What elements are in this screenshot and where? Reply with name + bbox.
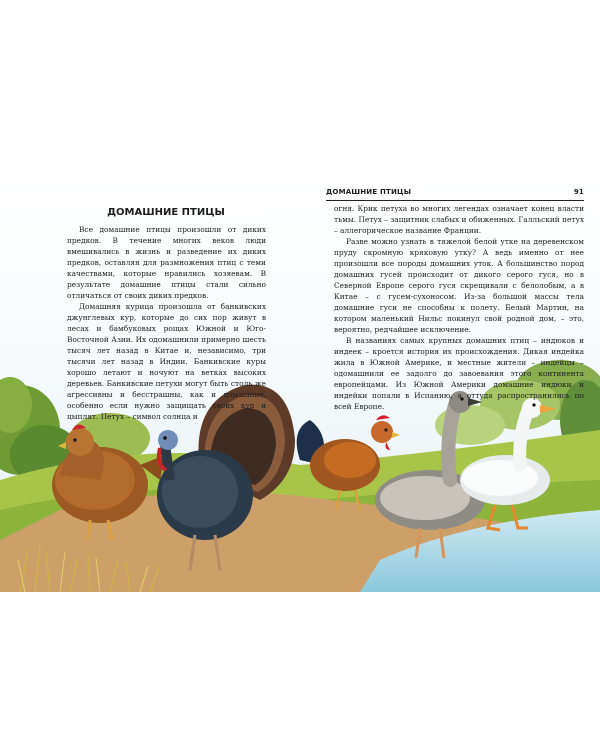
paragraph: Разве можно узнать в тяжелой белой утке на деревенском пруду скромную кряковую утку? А ведь именно от нее произошли все породы домашних уток. А большинство пород домашних гусей происходит от дикого серого гуся, но в Северной Европе серого гуся скрещивали с белолобым, а в Китае – с гусем-сухоносом. Из-за большой массы тела домашние гуси не способны к полету. Белый Мартин, на котором маленький Нильс покинул свой родной дом, – это, вероятно, редчайшее исключение. <box>334 237 584 334</box>
paragraph: В названиях самых крупных домашних птиц – индюков и индеек – кроется история их происхождения. Дикая индейка жила в Южной Америке, и местные жители – индейцы – одомашнили ее задолго до завоевания этого континента европейцами. Из Южной Америки домашние индюки и индейки попали в Испанию, а оттуда распространились по всей Европе. <box>334 336 584 411</box>
right-column <box>334 203 584 412</box>
section-heading: ДОМАШНИЕ ПТИЦЫ <box>107 207 225 218</box>
left-column <box>67 224 266 422</box>
book-spread <box>0 180 600 592</box>
page-number: 91 <box>573 188 584 196</box>
running-head-title: ДОМАШНИЕ ПТИЦЫ <box>326 188 412 196</box>
running-head <box>326 186 584 201</box>
paragraph: Все домашние птицы произошли от диких предков. В течение многих веков люди вмешивались в жизнь и разведение их диких предков, оставляя для размножения птиц с теми качествами, которые нравились хозяевам. В результате домашние птицы стали сильно отличаться от своих диких предков. <box>67 225 266 300</box>
paragraph: Домашняя курица произошла от банкивских джунглевых кур, которые до сих пор живут в лесах и бамбуковых рощах Южной и Юго-Восточной Азии. Их одомашнили примерно шесть тысяч лет назад в Китае и, независимо, три тысячи лет назад в Индии. Банкивские куры хорошо летают и ночуют на ветках высоких деревьев. Банкивские петухи могут быть столь же агрессивны и бесстрашны, как и домашние, особенно если нужно защищать своих кур и цыплят. Петух – символ солнца и <box>67 302 266 421</box>
paragraph: огня. Крик петуха во многих легендах означает конец власти тьмы. Петух – защитник слабых и обиженных. Галльский петух – аллегорическое название Франции. <box>334 204 584 235</box>
